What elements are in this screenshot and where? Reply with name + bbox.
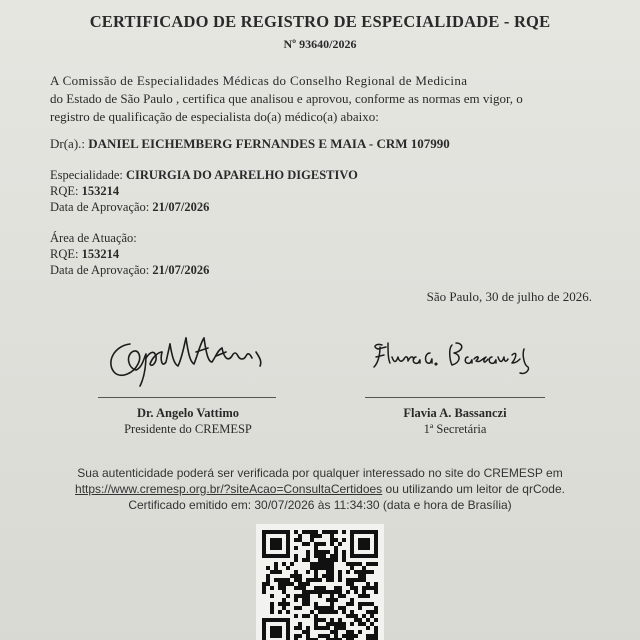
intro-paragraph	[50, 72, 593, 126]
area-label: Área de Atuação:	[50, 231, 137, 245]
signature-left-line	[98, 397, 276, 398]
signatory-right-role: 1ª Secretária	[423, 422, 487, 436]
signatory-right-name: Flavia A. Bassanczi	[403, 406, 507, 420]
place-date: São Paulo, 30 de julho de 2026.	[426, 289, 592, 304]
qr-code[interactable]	[256, 524, 384, 640]
signature-left-caption	[88, 405, 288, 437]
signature-left-image	[100, 322, 275, 392]
area-approval-label: Data de Aprovação:	[50, 263, 153, 277]
doctor-prefix: Dr(a).:	[50, 136, 89, 151]
approval-label: Data de Aprovação:	[50, 200, 153, 214]
verification-line-1: Sua autenticidade poderá ser verificada por qualquer interessado no site do CREMESP em	[77, 466, 563, 480]
intro-line-1: A Comissão de Especialidades Médicas do Conselho Regional de Medicina	[50, 73, 468, 88]
qr-code-image	[256, 524, 384, 640]
rqe-value: 153214	[81, 184, 120, 198]
certificate-number: Nº 93640/2026	[283, 37, 357, 51]
certificate-title: CERTIFICADO DE REGISTRO DE ESPECIALIDADE - RQE	[89, 12, 551, 31]
specialty-label: Especialidade:	[50, 168, 127, 182]
signatory-left-name: Dr. Angelo Vattimo	[137, 406, 239, 420]
approval-value: 21/07/2026	[152, 200, 210, 214]
doctor-name: DANIEL EICHEMBERG FERNANDES E MAIA - CRM 107990	[88, 136, 450, 151]
signature-right-caption	[355, 405, 555, 437]
verification-line-3: Certificado emitido em: 30/07/2026 às 11:34:30 (data e hora de Brasília)	[128, 498, 512, 512]
area-rqe-value: 153214	[81, 247, 120, 261]
verification-line-2: ou utilizando um leitor de qrCode.	[382, 482, 565, 496]
specialty-block	[50, 167, 358, 215]
signature-right-image	[368, 335, 543, 380]
area-block	[50, 230, 209, 278]
doctor-line	[50, 136, 450, 152]
verification-text	[40, 465, 600, 513]
area-rqe-label: RQE:	[50, 247, 82, 261]
signatory-left-role: Presidente do CREMESP	[124, 422, 252, 436]
rqe-label: RQE:	[50, 184, 82, 198]
intro-line-3: registro de qualificação de especialista do(a) médico(a) abaixo:	[50, 109, 379, 124]
intro-line-2: do Estado de São Paulo , certifica que analisou e aprovou, conforme as normas em vigor, o	[50, 91, 523, 106]
area-approval-value: 21/07/2026	[152, 263, 210, 277]
specialty-value: CIRURGIA DO APARELHO DIGESTIVO	[126, 168, 358, 182]
verification-link[interactable]: https://www.cremesp.org.br/?siteAcao=ConsultaCertidoes	[75, 482, 383, 496]
signature-right-line	[365, 397, 545, 398]
